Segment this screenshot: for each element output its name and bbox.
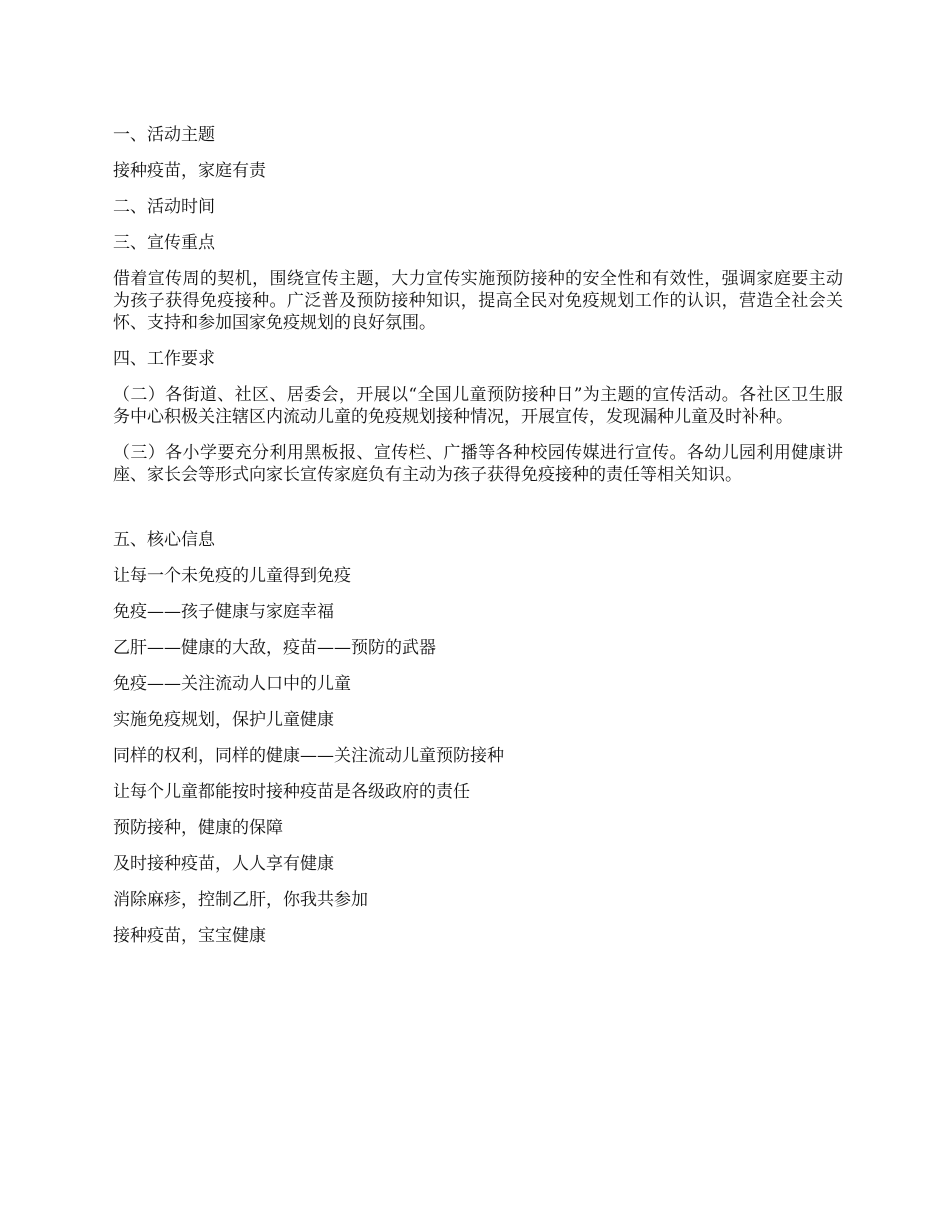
slogan-item: 乙肝——健康的大敌，疫苗——预防的武器: [113, 638, 436, 658]
focus-paragraph: 借着宣传周的契机，围绕宣传主题，大力宣传实施预防接种的安全性和有效性，强调家庭要主动为孩子获得免疫接种。广泛普及预防接种知识，提高全民对免疫规划工作的认识，营造全社会关怀、支持和参加国家免疫规划的良好氛围。: [113, 269, 843, 333]
slogan-item: 实施免疫规划，保护儿童健康: [113, 710, 334, 730]
section-heading-requirements: 四、工作要求: [113, 349, 215, 369]
document-page: [113, 124, 843, 961]
slogan-item: 及时接种疫苗，人人享有健康: [113, 854, 334, 874]
slogan-item: 预防接种，健康的保障: [113, 818, 283, 838]
section-heading-focus: 三、宣传重点: [113, 233, 215, 253]
section-heading-theme: 一、活动主题: [113, 125, 215, 145]
slogan-item: 让每一个未免疫的儿童得到免疫: [113, 566, 351, 586]
section-spacer: [113, 500, 843, 529]
slogan-item: 消除麻疹，控制乙肝，你我共参加: [113, 890, 368, 910]
slogan-item: 同样的权利，同样的健康——关注流动儿童预防接种: [113, 746, 504, 766]
section-heading-core-info: 五、核心信息: [113, 530, 215, 550]
section-heading-time: 二、活动时间: [113, 197, 215, 217]
slogan-item: 免疫——关注流动人口中的儿童: [113, 674, 351, 694]
slogan-item: 免疫——孩子健康与家庭幸福: [113, 602, 334, 622]
slogan-item: 接种疫苗，宝宝健康: [113, 926, 266, 946]
slogan-item: 让每个儿童都能按时接种疫苗是各级政府的责任: [113, 782, 470, 802]
theme-text: 接种疫苗，家庭有责: [113, 161, 266, 181]
requirement-item-2: （二）各街道、社区、居委会，开展以“全国儿童预防接种日”为主题的宣传活动。各社区卫生服务中心积极关注辖区内流动儿童的免疫规划接种情况，开展宣传，发现漏种儿童及时补种。: [113, 385, 843, 427]
requirement-item-3: （三）各小学要充分利用黑板报、宣传栏、广播等各种校园传媒进行宣传。各幼儿园利用健康讲座、家长会等形式向家长宣传家庭负有主动为孩子获得免疫接种的责任等相关知识。: [113, 443, 843, 485]
